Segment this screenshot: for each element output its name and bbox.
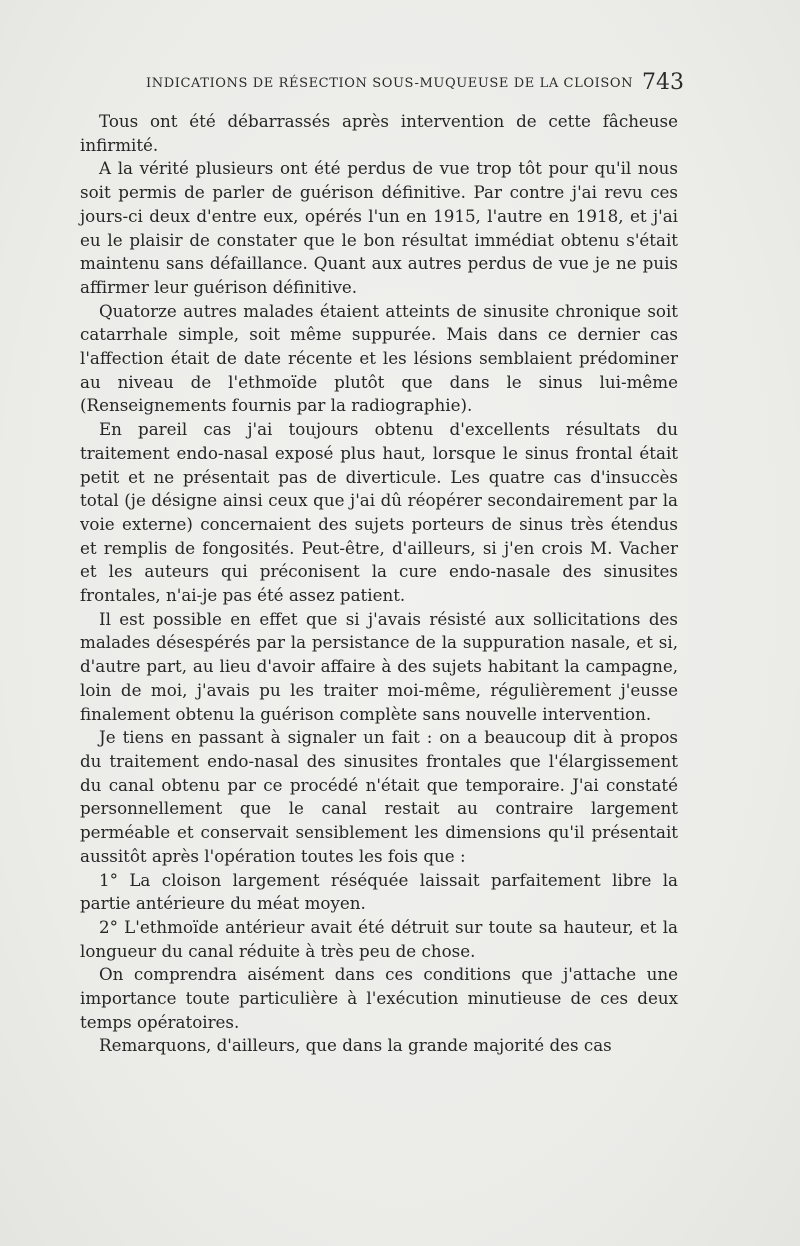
paragraph: 1° La cloison largement réséquée laissait parfaitement libre la partie antérieure du méat moyen. — [80, 869, 678, 914]
paragraph: On comprendra aisément dans ces conditions que j'attache une importance toute particulière à l'exécution minutieuse de ces deux temps opératoires. — [80, 964, 678, 1032]
paragraph: Je tiens en passant à signaler un fait : on a beaucoup dit à propos du traitement endo-nasal des sinusites frontales que l'élargissement du canal obtenu par ce procédé n'était que temporaire. J'ai constaté personnellement que le canal restait au contraire largement perméable et conservait sensiblement les dimensions qu'il présentait aussitôt après l'opération toutes les fois que : — [80, 727, 678, 866]
paragraph: En pareil cas j'ai toujours obtenu d'excellents résultats du traitement endo-nasal exposé plus haut, lorsque le sinus frontal était petit et ne présentait pas de diverticule. Les quatre cas d'insuccès total (je désigne ainsi ceux que j'ai dû réopérer secondairement par la voie externe) concernaient des sujets porteurs de sinus très étendus et remplis de fongosités. Peut-être, d'ailleurs, si j'en crois M. Vacher et les auteurs qui préconisent la cure endo-nasale des sinusites frontales, n'ai-je pas été assez patient. — [80, 419, 678, 606]
paragraph: Remarquons, d'ailleurs, que dans la grande majorité des cas — [99, 1035, 612, 1056]
paragraph: Quatorze autres malades étaient atteints de sinusite chronique soit catarrhale simple, soit même suppurée. Mais dans ce dernier cas l'affection était de date récente et les lésions semblaient prédominer au niveau de l'ethmoïde plutôt que dans le sinus lui-même (Renseignements fournis par la radiographie). — [80, 300, 678, 416]
paragraph: Il est possible en effet que si j'avais résisté aux sollicitations des malades désespérés par la persistance de la suppuration nasale, et si, d'autre part, au lieu d'avoir affaire à des sujets habitant la campagne, loin de moi, j'avais pu les traiter moi-même, régulièrement j'eusse finalement obtenu la guérison complète sans nouvelle intervention. — [80, 608, 678, 724]
body-text — [80, 110, 678, 1058]
running-head: INDICATIONS DE RÉSECTION SOUS-MUQUEUSE DE LA CLOISON — [146, 76, 634, 91]
page-number: 743 — [642, 70, 684, 95]
paragraph: Tous ont été débarrassés après intervention de cette fâcheuse infirmité. — [80, 111, 678, 155]
page-header — [146, 70, 684, 98]
paragraph: A la vérité plusieurs ont été perdus de vue trop tôt pour qu'il nous soit permis de parler de guérison définitive. Par contre j'ai revu ces jours-ci deux d'entre eux, opérés l'un en 1915, l'autre en 1918, et j'ai eu le plaisir de constater que le bon résultat immédiat obtenu s'était maintenu sans défaillance. Quant aux autres perdus de vue je ne puis affirmer leur guérison définitive. — [80, 158, 678, 297]
paragraph: 2° L'ethmoïde antérieur avait été détruit sur toute sa hauteur, et la longueur du canal réduite à très peu de chose. — [80, 916, 678, 961]
